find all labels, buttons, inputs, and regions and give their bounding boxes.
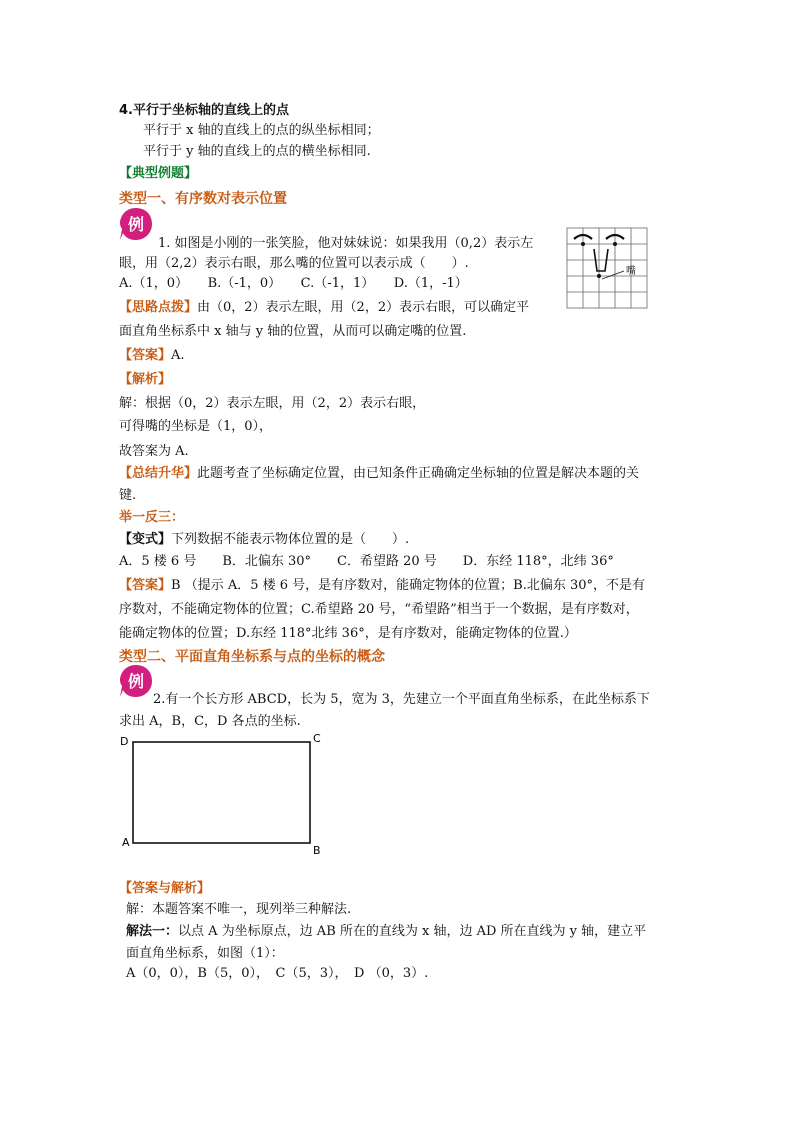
q1-line-1: 1. 如图是小刚的一张笑脸，他对妹妹说：如果我用（0,2）表示左 [158,236,534,251]
answer-line [119,344,185,363]
variant-answer-2: 序数对，不能确定物体的位置；C.希望路 20 号，“希望路”相当于一个数据，是有序数对， [119,602,639,617]
mouth-dot [597,274,601,278]
variant-question-text: 下列数据不能表示物体位置的是（ ）. [171,532,410,547]
variant-answer-3: 能确定物体的位置；D.东经 118°北纬 36°，是有序数对，能确定物体的位置.） [119,626,577,641]
summary-text-1: 此题考查了坐标确定位置，由已知条件正确确定坐标轴的位置是解决本题的关 [197,466,640,481]
svg-text:例: 例 [127,672,145,691]
svg-text:例: 例 [127,215,145,234]
summary-line-1 [119,462,639,481]
summary-label: 【总结升华】 [119,466,198,481]
answer-line-4: A（0，0），B（5，0）， C（5，3）， D （0，3）. [126,966,429,981]
example-badge-icon [119,664,153,698]
answer-analysis-label: 【答案与解析】 [119,881,211,896]
corner-c-label: C [313,732,321,745]
variant-label: 【变式】 [119,532,172,547]
method-one-label: 解法一： [126,924,179,939]
left-eye-dot [581,242,585,246]
example-badge-2 [119,664,149,694]
solution-line-2: 可得嘴的坐标是（1，0）， [119,419,273,434]
section-4-line-1: 平行于 x 轴的直线上的点的纵坐标相同； [143,123,380,138]
summary-line-2: 键. [119,488,137,503]
method-one-text: 以点 A 为坐标原点，边 AB 所在的直线为 x 轴，边 AD 所在直线为 y 轴，建立平 [178,924,647,939]
answer-line-3: 面直角坐标系，如图（1）： [126,946,284,961]
smiley-grid-figure [566,227,648,309]
type1-heading: 类型一、有序数对表示位置 [119,191,287,207]
variant-answer-label: 【答案】 [119,578,172,593]
hint-line-1 [119,296,529,315]
variant-answer-text-1: B （提示 A．5 楼 6 号，是有序数对，能确定物体的位置；B.北偏东 30°，不是有 [171,578,646,593]
q2-line-2: 求出 A，B，C，D 各点的坐标. [119,714,301,729]
q1-options: A.（1，0） B.（-1，0） C.（-1，1） D.（1，-1） [119,276,468,291]
answer-label: 【答案】 [119,348,172,363]
variant-question [119,528,409,547]
type2-heading: 类型二、平面直角坐标系与点的坐标的概念 [119,649,385,665]
q2-line-1: 2.有一个长方形 ABCD，长为 5，宽为 3，先建立一个平面直角坐标系，在此坐标系下 [153,692,650,707]
section-4-heading: 4.平行于坐标轴的直线上的点 [119,103,289,118]
example-badge-icon [119,207,153,241]
hint-text-1: 由（0，2）表示左眼，用（2，2）表示右眼，可以确定平 [197,300,530,315]
hint-label: 【思路点拨】 [119,300,198,315]
variant-heading: 举一反三： [119,510,185,525]
svg-text:嘴: 嘴 [626,266,636,277]
right-eye-dot [613,242,617,246]
q1-line-2: 眼，用（2,2）表示右眼，那么嘴的位置可以表示成（ ）. [119,256,469,271]
solution-line-1: 解：根据（0，2）表示左眼，用（2，2）表示右眼， [119,396,426,411]
analysis-label: 【解析】 [119,372,172,387]
rectangle-abcd-figure [118,730,328,858]
answer-line-1: 解：本题答案不唯一，现列举三种解法. [126,902,352,917]
variant-answer-1 [119,574,645,593]
solution-line-3: 故答案为 A. [119,444,189,459]
corner-b-label: B [313,844,321,857]
variant-options: A．5 楼 6 号 B．北偏东 30° C．希望路 20 号 D．东经 118°，北纬 36° [119,554,614,569]
hint-line-2: 面直角坐标系中 x 轴与 y 轴的位置，从而可以确定嘴的位置. [119,324,467,339]
answer-value: A. [171,348,185,363]
typical-examples-label: 【典型例题】 [119,166,198,181]
example-badge-1 [119,207,149,237]
corner-d-label: D [120,735,129,748]
section-4-line-2: 平行于 y 轴的直线上的点的横坐标相同. [143,144,371,159]
corner-a-label: A [122,836,130,849]
answer-line-2 [126,920,646,939]
